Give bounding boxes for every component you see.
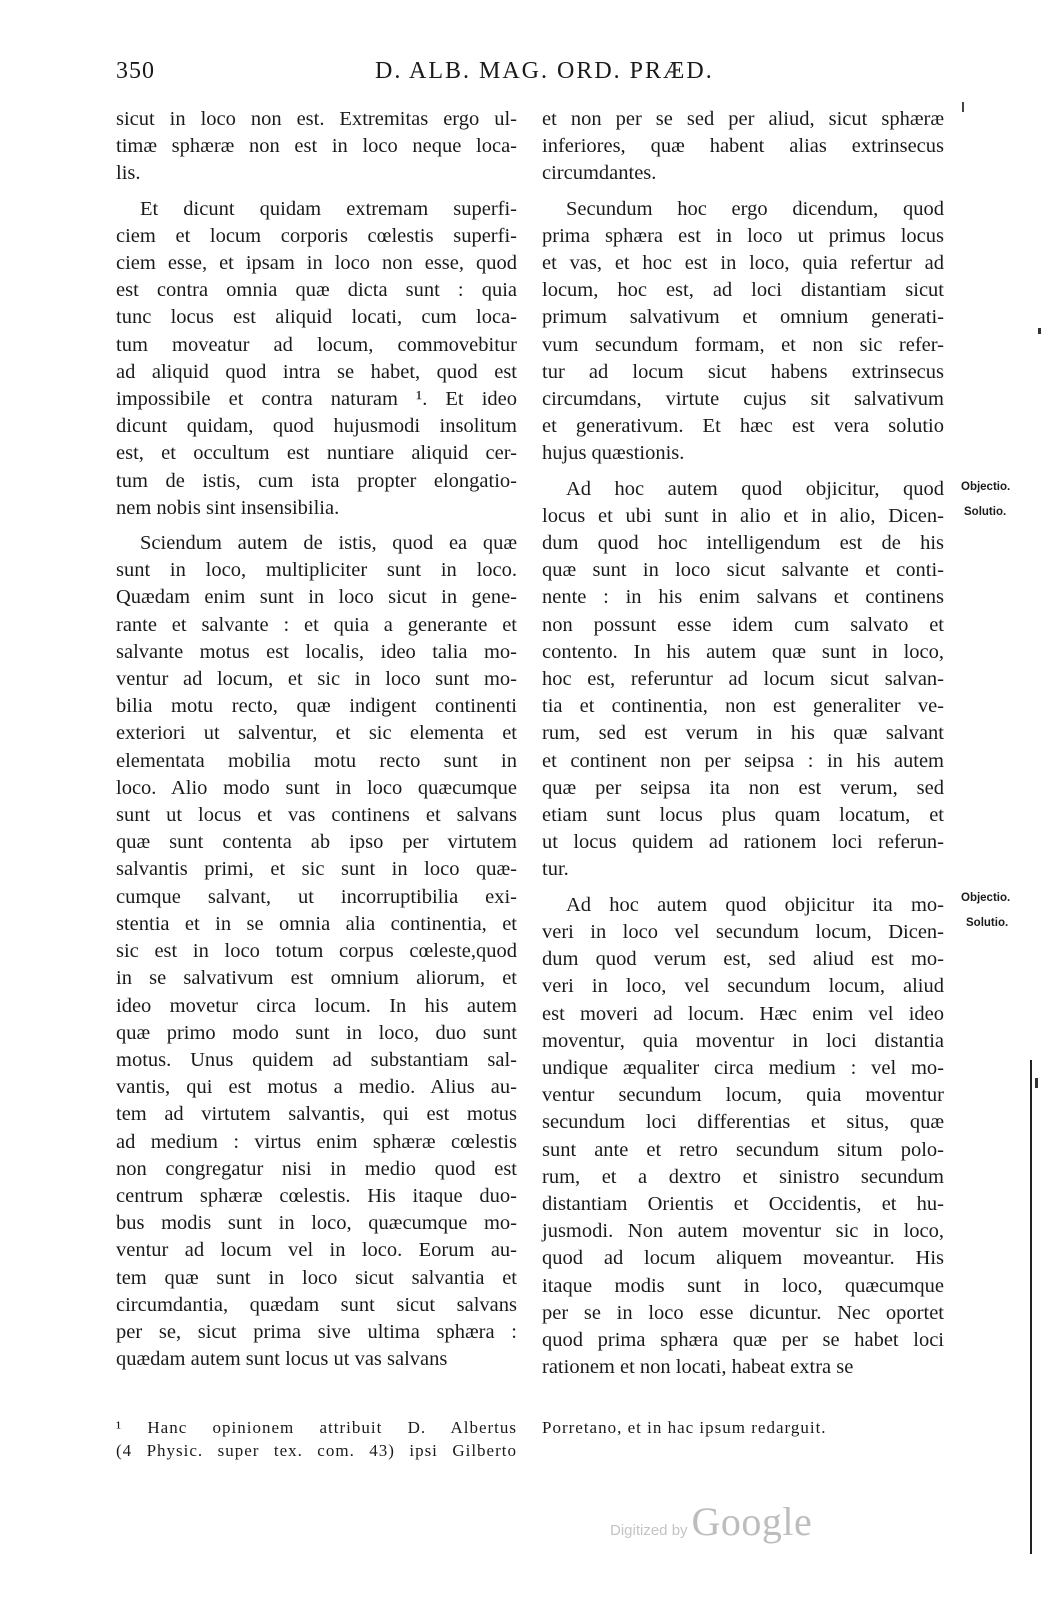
scan-speck bbox=[962, 102, 964, 112]
text-line: dum quod verum est, sed aliud est mo- bbox=[542, 948, 944, 971]
text-line: lis. bbox=[116, 162, 141, 185]
text-line: rum, et a dextro et sinistro secundum bbox=[542, 1165, 944, 1188]
margin-note-solutio: Solutio. bbox=[964, 506, 1007, 518]
text-line: quæ primo modo sunt in loco, duo sunt bbox=[116, 1021, 517, 1044]
text-line: tem quæ sunt in loco sicut salvantia et bbox=[116, 1266, 517, 1289]
text-line: et vas, et hoc est in loco, quia refertur ad bbox=[542, 252, 944, 275]
paragraph bbox=[116, 196, 517, 522]
text-line: et non per se sed per aliud, sicut sphæræ bbox=[542, 108, 944, 130]
paragraph bbox=[542, 196, 944, 468]
text-line: quod ad locum aliquem moveantur. His bbox=[542, 1247, 944, 1270]
text-line: ut locus quidem ad rationem loci referun- bbox=[542, 831, 944, 854]
text-line: tum de istis, cum ista propter elongatio- bbox=[116, 469, 517, 492]
text-line: bus modis sunt in loco, quæcumque mo- bbox=[116, 1212, 517, 1235]
text-line: per se in loco esse dicuntur. Nec oportet bbox=[542, 1301, 944, 1324]
text-line: ideo movetur circa locum. In his autem bbox=[116, 994, 517, 1017]
text-line: veri in loco, vel secundum locum, aliud bbox=[542, 975, 944, 998]
text-line: est, et occultum est nuntiare aliquid cer- bbox=[116, 442, 517, 465]
text-line: tur ad locum sicut habens extrinsecus bbox=[542, 360, 944, 383]
google-logo: Google bbox=[691, 1499, 813, 1544]
text-line: non possunt esse idem cum salvato et bbox=[542, 613, 944, 636]
text-line: quæ per seipsa ita non est verum, sed bbox=[542, 776, 944, 799]
margin-note-solutio: Solutio. bbox=[966, 917, 1009, 929]
text-line: rante et salvante : et quia a generante et bbox=[116, 613, 517, 636]
text-line: contento. In his autem quæ sunt in loco, bbox=[542, 640, 944, 663]
text-line: itaque modis sunt in loco, quæcumque bbox=[542, 1274, 944, 1297]
text-line: quæ sunt in loco sicut salvante et conti- bbox=[542, 559, 944, 582]
text-line: tia et continentia, non est generaliter ve- bbox=[542, 695, 944, 718]
right-text-column bbox=[542, 106, 944, 1389]
text-line: circumdantes. bbox=[542, 162, 657, 185]
text-line: locum, hoc est, ad loci distantiam sicut bbox=[542, 279, 944, 302]
paragraph bbox=[542, 476, 944, 884]
text-line: impossibile et contra naturam ¹. Et ideo bbox=[116, 388, 517, 411]
text-line: exteriori ut salventur, et sic elementa et bbox=[116, 722, 517, 745]
text-line: rationem et non locati, habeat extra se bbox=[542, 1356, 854, 1379]
text-line: sunt in loco, multipliciter sunt in loco. bbox=[116, 559, 517, 582]
text-line: primum salvativum et omnium generati- bbox=[542, 306, 944, 329]
text-line: est contra omnia quæ dicta sunt : quia bbox=[116, 279, 517, 302]
paragraph bbox=[116, 530, 517, 1373]
text-line: sunt ut locus et vas continens et salvans bbox=[116, 804, 517, 827]
text-line: quod prima sphæra quæ per se habet loci bbox=[542, 1328, 944, 1351]
text-line: quæ sunt contenta ab ipso per virtutem bbox=[116, 831, 517, 854]
text-line: tur. bbox=[542, 858, 569, 881]
text-line: dicunt quidam, quod hujusmodi insolitum bbox=[116, 415, 517, 438]
text-line: bilia motu recto, quæ indigent continenti bbox=[116, 695, 517, 718]
text-line: et continent non per seipsa : in his autem bbox=[542, 749, 944, 772]
text-line: stentia et in se omnia alia continentia, et bbox=[116, 912, 517, 935]
text-line: timæ sphæræ non est in loco neque loca- bbox=[116, 135, 517, 158]
text-line: tunc locus est aliquid locati, cum loca- bbox=[116, 306, 517, 329]
text-line: jusmodi. Non autem moventur sic in loco, bbox=[542, 1220, 944, 1243]
text-line: sic est in loco totum corpus cœleste,quod bbox=[116, 940, 517, 963]
text-line: nem nobis sint insensibilia. bbox=[116, 496, 340, 519]
text-line: per se, sicut prima sive ultima sphæra : bbox=[116, 1320, 517, 1343]
text-line: circumdantia, quædam sunt sicut salvans bbox=[116, 1293, 517, 1316]
text-line: etiam sunt locus plus quam locatum, et bbox=[542, 804, 944, 827]
running-head: D. ALB. MAG. ORD. PRÆD. bbox=[375, 58, 714, 84]
text-line: sicut in loco non est. Extremitas ergo ul- bbox=[116, 108, 517, 130]
text-line: sunt ante et retro secundum situm polo- bbox=[542, 1138, 944, 1161]
text-line: dum quod hoc intelligendum est de his bbox=[542, 532, 944, 555]
left-text-column bbox=[116, 106, 517, 1381]
text-line: veri in loco vel secundum locum, Dicen- bbox=[542, 920, 944, 943]
text-line: tum moveatur ad locum, commovebitur bbox=[116, 333, 517, 356]
text-line: Sciendum autem de istis, quod ea quæ bbox=[140, 532, 517, 555]
text-line: ventur ad locum, et sic in loco sunt mo- bbox=[116, 668, 517, 691]
text-line: prima sphæra est in loco ut primus locus bbox=[542, 224, 944, 247]
text-line: secundum loci differentias et situs, quæ bbox=[542, 1111, 944, 1134]
digitized-watermark bbox=[610, 1498, 850, 1546]
text-line: locus et ubi sunt in alio et in alio, Dicen- bbox=[542, 504, 944, 527]
text-line: elementata mobilia motu recto sunt in bbox=[116, 749, 517, 772]
text-line: Quædam enim sunt in loco sicut in gene- bbox=[116, 586, 517, 609]
footnote-right: Porretano, et in hac ipsum redarguit. bbox=[542, 1418, 827, 1437]
text-line: est moveri ad locum. Hæc enim vel ideo bbox=[542, 1002, 944, 1025]
text-line: in se salvativum est omnium aliorum, et bbox=[116, 967, 517, 990]
text-line: et generativum. Et hæc est vera solutio bbox=[542, 415, 944, 438]
text-line: moventur, quia moventur in loci distantia bbox=[542, 1029, 944, 1052]
margin-note-objectio: Objectio. bbox=[961, 481, 1011, 493]
text-line: inferiores, quæ habent alias extrinsecus bbox=[542, 135, 944, 158]
text-line: salvantis primi, et sic sunt in loco quæ- bbox=[116, 858, 517, 881]
scan-edge-line bbox=[1030, 1060, 1032, 1554]
text-line: centrum sphæræ cœlestis. His itaque duo- bbox=[116, 1184, 517, 1207]
text-line: (4 Physic. super tex. com. 43) ipsi Gilberto bbox=[116, 1441, 517, 1460]
text-line: nente : in his enim salvans et continens bbox=[542, 586, 944, 609]
scan-speck bbox=[1035, 1078, 1038, 1088]
text-line: ¹ Hanc opinionem attribuit D. Albertus bbox=[116, 1418, 517, 1437]
margin-note-objectio: Objectio. bbox=[961, 892, 1011, 904]
text-line: Et dicunt quidam extremam superfi- bbox=[140, 197, 517, 220]
text-line: cumque salvant, ut incorruptibilia exi- bbox=[116, 885, 517, 908]
text-line: ciem esse, et ipsam in loco non esse, quod bbox=[116, 252, 517, 275]
text-line: quædam autem sunt locus ut vas salvans bbox=[116, 1348, 448, 1371]
text-line: tem ad virtutem salvantis, qui est motus bbox=[116, 1103, 517, 1126]
scan-speck bbox=[1038, 328, 1041, 334]
paragraph bbox=[542, 106, 944, 188]
text-line: vum secundum formam, et non sic refer- bbox=[542, 333, 944, 356]
text-line: Ad hoc autem quod objicitur, quod bbox=[566, 477, 944, 500]
page-header bbox=[0, 58, 1061, 98]
text-line: rum, sed est verum in his quæ salvant bbox=[542, 722, 944, 745]
text-line: Secundum hoc ergo dicendum, quod bbox=[566, 197, 944, 220]
text-line: ad aliquid quod intra se habet, quod est bbox=[116, 360, 517, 383]
text-line: ciem et locum corporis cœlestis superfi- bbox=[116, 224, 517, 247]
text-line: vantis, qui est motus a medio. Alius au- bbox=[116, 1076, 517, 1099]
text-line: motus. Unus quidem ad substantiam sal- bbox=[116, 1048, 517, 1071]
text-line: hujus quæstionis. bbox=[542, 442, 685, 465]
text-line: ventur secundum locum, quia moventur bbox=[542, 1084, 944, 1107]
text-line: ad medium : virtus enim sphæræ cœlestis bbox=[116, 1130, 517, 1153]
footnote-left bbox=[116, 1416, 517, 1462]
text-line: distantiam Orientis et Occidentis, et hu- bbox=[542, 1192, 944, 1215]
paragraph bbox=[116, 106, 517, 188]
text-line: loco. Alio modo sunt in loco quæcumque bbox=[116, 776, 517, 799]
text-line: ventur ad locum vel in loco. Eorum au- bbox=[116, 1239, 517, 1262]
page-number: 350 bbox=[116, 58, 155, 84]
paragraph bbox=[542, 892, 944, 1382]
text-line: undique æqualiter circa medium : vel mo- bbox=[542, 1056, 944, 1079]
text-line: salvante motus est localis, ideo talia mo- bbox=[116, 640, 517, 663]
text-line: hoc est, referuntur ad locum sicut salvan- bbox=[542, 668, 944, 691]
text-line: non congregatur nisi in medio quod est bbox=[116, 1157, 517, 1180]
watermark-prefix: Digitized by bbox=[610, 1522, 688, 1539]
text-line: circumdans, virtute cujus sit salvativum bbox=[542, 388, 944, 411]
text-line: Ad hoc autem quod objicitur ita mo- bbox=[566, 893, 944, 916]
